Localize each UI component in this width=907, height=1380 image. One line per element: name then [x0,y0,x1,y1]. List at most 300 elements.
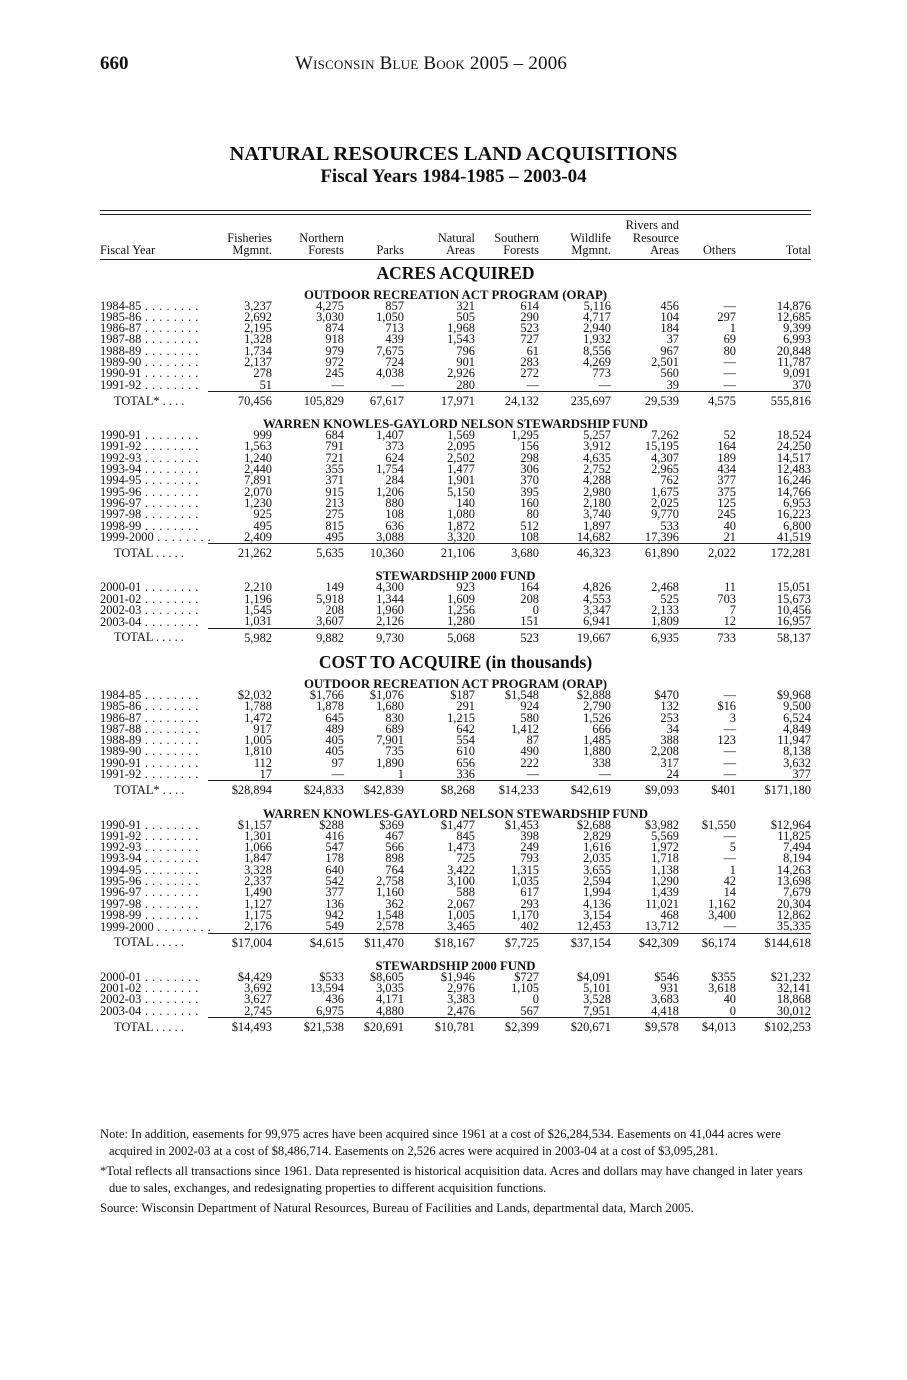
value-cell: 11 [724,580,736,595]
value-cell: 2,195 [244,321,272,336]
value-cell: 489 [325,721,344,736]
value-cell: 2,594 [583,874,611,889]
value-cell: 14,682 [539,532,611,544]
column-header-line: Northern [299,230,344,245]
value-cell: 4,717 [583,309,611,324]
column-header-parks [344,215,404,260]
fiscal-year-cell: 1997-98 . . . [100,899,208,910]
value-cell: 1,616 [583,840,611,855]
fiscal-year-cell: 1990-91 . . . [100,430,208,441]
value-cell: 1,548 [376,907,404,922]
value-cell: 1,295 [511,428,539,443]
fiscal-year-cell: 1998-99 . . . [100,910,208,921]
value-cell: 11,021 [645,896,679,911]
value-cell: 80 [526,507,539,522]
value-cell: 901 [456,354,475,369]
program-title-row [100,802,811,820]
value-cell: 245 [717,507,736,522]
value-cell: 525 [660,591,679,606]
program-title: WARREN KNOWLES-GAYLORD NELSON STEWARDSHIP FUND [263,417,648,432]
total-cell: $401 [711,783,736,798]
value-cell: 1,890 [376,755,404,770]
value-cell: 61 [526,343,539,358]
value-cell: 1,290 [651,874,679,889]
value-cell: 1,675 [651,484,679,499]
fiscal-year-cell: 1995-96 . . . [100,487,208,498]
total-cell: $7,725 [504,935,539,950]
value-cell: 9,770 [651,507,679,522]
value-cell: 703 [717,591,736,606]
value-cell: 4,307 [651,450,679,465]
total-cell: 172,281 [770,546,811,561]
value-cell: 874 [325,321,344,336]
value-cell: 1,880 [583,744,611,759]
value-cell: 184 [660,321,679,336]
value-cell: 336 [404,769,475,781]
total-row [100,781,811,802]
value-cell: — [679,769,736,781]
value-cell: 456 [660,298,679,313]
value-cell: 1,609 [447,591,475,606]
value-cell: 69 [723,332,736,347]
value-cell: 123 [717,733,736,748]
value-cell: 398 [520,828,539,843]
value-cell: 724 [385,354,404,369]
section-title-row [100,649,811,672]
table-row [100,616,811,628]
value-cell: 1,050 [376,309,404,324]
fiscal-year-cell: 1998-99 . . . [100,521,208,532]
value-cell: — [475,769,539,781]
value-cell: 439 [385,332,404,347]
value-cell: 1,412 [511,721,539,736]
value-cell: 14,766 [776,484,811,499]
fiscal-year-cell: 1996-97 . . . [100,498,208,509]
value-cell: 4,171 [376,992,404,1007]
value-cell: — [723,366,736,381]
total-cell: $14,493 [231,1020,272,1035]
value-cell: 4,418 [611,1006,679,1018]
value-cell: 6,975 [272,1006,344,1018]
fiscal-year-cell: 1991-92 . . . [100,831,208,842]
value-cell: 2,468 [651,580,679,595]
value-cell: 880 [385,495,404,510]
value-cell: 132 [660,699,679,714]
value-cell: 542 [325,874,344,889]
value-cell: 2,210 [244,580,272,595]
table-row [100,532,811,544]
fiscal-year-cell: 1990-91 . . . [100,758,208,769]
value-cell: 1,878 [316,699,344,714]
value-cell: 283 [520,354,539,369]
fiscal-year-cell: 1984-85 . . . [100,690,208,701]
value-cell: 999 [253,428,272,443]
fiscal-year-cell: 2002-03 . . . [100,605,208,616]
value-cell: 4,300 [376,580,404,595]
value-cell: 405 [325,744,344,759]
value-cell: 40 [723,992,736,1007]
fiscal-year-cell: 1988-89 . . . [100,735,208,746]
land-acquisitions-table-container [100,210,811,1038]
value-cell: 291 [456,699,475,714]
value-cell: 12,862 [776,907,811,922]
total-cell: $17,004 [231,935,272,950]
fiscal-year-cell: 1991-92 . . . [100,380,208,392]
column-header-line: Areas [446,243,475,257]
value-cell: 189 [717,450,736,465]
total-cell: 9,730 [376,630,404,645]
value-cell: 3 [729,710,736,725]
value-cell: 1,901 [447,473,475,488]
value-cell: 1,490 [244,885,272,900]
value-cell: 14,517 [776,450,811,465]
value-cell: 1,066 [244,840,272,855]
fiscal-year-cell: 1999-2000 . . . [100,532,208,544]
value-cell: 1,160 [376,885,404,900]
value-cell: 3,692 [244,981,272,996]
value-cell: 1 [344,769,404,781]
value-cell: 1,968 [447,321,475,336]
value-cell: 208 [520,591,539,606]
value-cell: — [723,687,736,702]
value-cell: 915 [325,484,344,499]
value-cell: 1 [729,862,736,877]
value-cell: 24,250 [776,439,811,454]
value-cell: 656 [456,755,475,770]
fiscal-year-cell: 1994-95 . . . [100,475,208,486]
value-cell: 1,847 [244,851,272,866]
value-cell: 6,941 [539,616,611,628]
total-cell: 733 [717,630,736,645]
value-cell: 1,872 [447,518,475,533]
program-title-row [100,283,811,301]
value-cell: 2,337 [244,874,272,889]
value-cell: 3,347 [583,603,611,618]
value-cell: 8,138 [783,744,811,759]
fiscal-year-cell: 1991-92 . . . [100,441,208,452]
value-cell: 16,246 [776,473,811,488]
value-cell: 689 [385,721,404,736]
value-cell: 6,524 [783,710,811,725]
value-cell: 434 [717,462,736,477]
value-cell: 370 [736,380,811,392]
total-cell: $20,671 [570,1020,611,1035]
value-cell: 6,993 [783,332,811,347]
value-cell: 41,519 [736,532,811,544]
value-cell: 1,477 [447,462,475,477]
value-cell: 1,897 [583,518,611,533]
value-cell: 1,230 [244,495,272,510]
value-cell: 2,940 [583,321,611,336]
total-cell: $28,894 [231,783,272,798]
value-cell: 2,126 [344,616,404,628]
fiscal-year-cell: 1992-93 . . . [100,453,208,464]
value-cell: 931 [660,981,679,996]
value-cell: 566 [385,840,404,855]
value-cell: 642 [456,721,475,736]
value-cell: 1,005 [244,733,272,748]
value-cell: 512 [520,518,539,533]
table-row [100,380,811,392]
column-header-natural-areas [404,215,475,260]
value-cell: — [723,721,736,736]
total-cell: 5,068 [447,630,475,645]
total-cell: $10,781 [434,1020,475,1035]
value-cell: 793 [520,851,539,866]
value-cell: $3,982 [644,817,679,832]
total-cell: $37,154 [570,935,611,950]
value-cell: 1,196 [244,591,272,606]
value-cell: 666 [592,721,611,736]
value-cell: 136 [325,896,344,911]
column-header-line: Areas [650,243,679,257]
value-cell: $1,946 [440,969,475,984]
value-cell: 610 [456,744,475,759]
fiscal-year-cell: 2000-01 . . . [100,582,208,593]
value-cell: 3,328 [244,862,272,877]
value-cell: 7,901 [376,733,404,748]
total-cell: $171,180 [764,783,811,798]
value-cell: 17 [208,769,272,781]
value-cell: 2,095 [447,439,475,454]
column-header-line: Mgmnt. [571,243,611,257]
value-cell: 7,891 [244,473,272,488]
value-cell: 3,100 [447,874,475,889]
value-cell: 3,383 [447,992,475,1007]
total-row [100,1018,811,1039]
value-cell: 0 [532,603,539,618]
value-cell: — [475,380,539,392]
note-total-footnote: *Total reflects all transactions since 1961. Data represented is historical acquisition data. Acres and dollars may have changed in later years due to sales, exchanges, and redesignating properties to different acquisition functions. [100,1164,803,1195]
value-cell: 5,116 [583,298,611,313]
total-label: TOTAL* . . . . [114,393,185,408]
value-cell: 5,569 [651,828,679,843]
value-cell: 636 [385,518,404,533]
value-cell: 1,545 [244,603,272,618]
total-row [100,391,811,412]
total-label: TOTAL . . . . . [114,545,184,560]
value-cell: 2,790 [583,699,611,714]
value-cell: $1,477 [440,817,475,832]
value-cell: 1,031 [208,616,272,628]
value-cell: 16,223 [776,507,811,522]
value-cell: 4,826 [583,580,611,595]
program-title: STEWARDSHIP 2000 FUND [375,569,536,584]
value-cell: 1,256 [447,603,475,618]
column-header-line: Rivers and [625,218,679,232]
value-cell: 395 [520,484,539,499]
fiscal-year-cell: 1995-96 . . . [100,876,208,887]
value-cell: 9,500 [783,699,811,714]
value-cell: 1,754 [376,462,404,477]
value-cell: 2,035 [583,851,611,866]
fiscal-year-cell: 1985-86 . . . [100,312,208,323]
fiscal-year-cell: 1993-94 . . . [100,464,208,475]
value-cell: 1,439 [651,885,679,900]
value-cell: 773 [592,366,611,381]
value-cell: 20,304 [776,896,811,911]
value-cell: 14,876 [776,298,811,313]
value-cell: 925 [253,507,272,522]
value-cell: $1,550 [701,817,736,832]
value-cell: $533 [319,969,344,984]
value-cell: 2,025 [651,495,679,510]
fiscal-year-cell: 2000-01 . . . [100,972,208,983]
total-cell: 10,360 [369,546,404,561]
value-cell: 3,618 [708,981,736,996]
table-row [100,1006,811,1018]
value-cell: 284 [385,473,404,488]
value-cell: 713 [385,321,404,336]
value-cell: 972 [325,354,344,369]
value-cell: 1,734 [244,343,272,358]
total-cell: 235,697 [570,393,611,408]
value-cell: 12 [679,616,736,628]
value-cell: $4,429 [237,969,272,984]
value-cell: 377 [717,473,736,488]
value-cell: 402 [475,921,539,933]
running-head [100,53,820,77]
value-cell: 1,035 [511,874,539,889]
table-row [100,921,811,933]
fiscal-year-cell: 1988-89 . . . [100,346,208,357]
value-cell: 18,868 [776,992,811,1007]
value-cell: 2,578 [344,921,404,933]
value-cell: 280 [404,380,475,392]
value-cell: 278 [253,366,272,381]
value-cell: 108 [385,507,404,522]
value-cell: 12,483 [776,462,811,477]
value-cell: 11,947 [777,733,811,748]
value-cell: $1,548 [504,687,539,702]
value-cell: 4,275 [316,298,344,313]
value-cell: 377 [736,769,811,781]
value-cell: 125 [717,495,736,510]
table-subtitle: Fiscal Years 1984-1985 – 2003-04 [320,166,587,187]
value-cell: 5,918 [316,591,344,606]
total-cell: 58,137 [776,630,811,645]
value-cell: 547 [325,840,344,855]
total-cell: 523 [520,630,539,645]
value-cell: 388 [660,733,679,748]
value-cell: 1,328 [244,332,272,347]
fiscal-year-cell: 2003-04 . . . [100,1006,208,1018]
column-header-row [100,215,811,260]
fiscal-year-cell: 1986-87 . . . [100,323,208,334]
value-cell: 3,607 [272,616,344,628]
value-cell: 1,788 [244,699,272,714]
value-cell: 1,175 [244,907,272,922]
total-cell: 67,617 [369,393,404,408]
value-cell: $288 [319,817,344,832]
value-cell: 14,263 [776,862,811,877]
section-title: COST TO ACQUIRE (in thousands) [318,651,593,672]
value-cell: 275 [325,507,344,522]
program-title: WARREN KNOWLES-GAYLORD NELSON STEWARDSHIP FUND [263,806,648,821]
total-cell: 105,829 [303,393,344,408]
value-cell: 405 [325,733,344,748]
value-cell: 35,335 [736,921,811,933]
fiscal-year-cell: 1996-97 . . . [100,887,208,898]
total-row [100,628,811,649]
total-label: TOTAL* . . . . [114,783,185,798]
value-cell: — [679,380,736,392]
value-cell: 495 [272,532,344,544]
value-cell: 1,569 [447,428,475,443]
value-cell: 164 [520,580,539,595]
value-cell: 436 [325,992,344,1007]
column-header-line: Total [785,243,811,257]
value-cell: 156 [520,439,539,454]
value-cell: 4,553 [583,591,611,606]
value-cell: 6,800 [783,518,811,533]
value-cell: 1,809 [611,616,679,628]
value-cell: 640 [325,862,344,877]
fiscal-year-cell: 1993-94 . . . [100,853,208,864]
land-acquisitions-table [100,210,811,1038]
total-cell: 19,667 [576,630,611,645]
total-cell: $2,399 [504,1020,539,1035]
column-header-line: Southern [494,230,539,245]
value-cell: 1,543 [447,332,475,347]
value-cell: 1,563 [244,439,272,454]
value-cell: 764 [385,862,404,877]
value-cell: 321 [456,298,475,313]
value-cell: 917 [253,721,272,736]
fiscal-year-cell: 1990-91 . . . [100,368,208,379]
value-cell: 0 [532,992,539,1007]
value-cell: $187 [450,687,475,702]
value-cell: 1,344 [376,591,404,606]
column-header-wildlife-mgmnt [539,215,611,260]
value-cell: 37 [666,332,679,347]
value-cell: 1,138 [651,862,679,877]
value-cell: 4,038 [376,366,404,381]
value-cell: 7 [729,603,736,618]
value-cell: 533 [660,518,679,533]
value-cell: 468 [660,907,679,922]
value-cell: 1,472 [244,710,272,725]
value-cell: 2,745 [208,1006,272,1018]
value-cell: 112 [253,755,272,770]
value-cell: 178 [325,851,344,866]
value-cell: 3,632 [783,755,811,770]
total-cell: $9,578 [644,1020,679,1035]
value-cell: 290 [520,309,539,324]
value-cell: 14 [723,885,736,900]
total-cell: $11,470 [364,935,404,950]
value-cell: 3,088 [344,532,404,544]
book-title: Wisconsin Blue Book 2005 – 2006 [295,53,568,74]
value-cell: 815 [325,518,344,533]
value-cell: 222 [520,755,539,770]
value-cell: 791 [325,439,344,454]
value-cell: 979 [325,343,344,358]
value-cell: 2,501 [651,354,679,369]
value-cell: 2,067 [447,896,475,911]
total-cell: 5,635 [316,546,344,561]
value-cell: 2,176 [208,921,272,933]
value-cell: 375 [717,484,736,499]
total-cell: $4,615 [309,935,344,950]
value-cell: 16,957 [736,616,811,628]
total-cell: $21,538 [303,1020,344,1035]
total-cell: 46,323 [576,546,611,561]
value-cell: 645 [325,710,344,725]
value-cell: 17,396 [611,532,679,544]
value-cell: 5 [729,840,736,855]
value-cell: 4,288 [583,473,611,488]
